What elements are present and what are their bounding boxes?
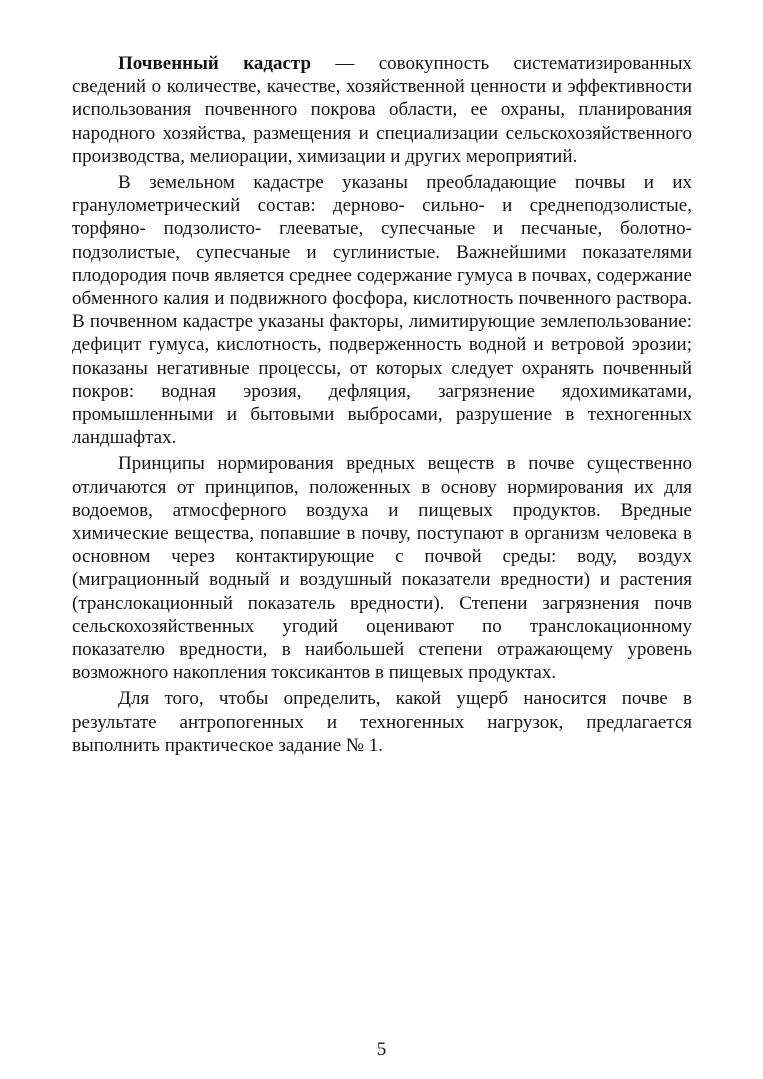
paragraph-cadastre-definition bbox=[72, 52, 692, 168]
paragraph-text: — совокупность систематизированных сведений о количестве, качестве, хозяйственной ценности и эффективности использования почвенного покрова области, ее охраны, планирования народного хозяйства, размещения и специализации сельскохозяйственного производства, мелиорации, химизации и других мероприятий. bbox=[72, 53, 692, 167]
term-pochvenny-kadastr: Почвенный кадастр bbox=[118, 53, 312, 74]
paragraph-land-cadastre: В земельном кадастре указаны преобладающие почвы и их гранулометрический состав: дерново- сильно- и среднеподзолистые, торфяно- подзолисто- глееватые, супесчаные и песчаные, болотно-подзолистые, супесчаные и суглинистые. Важнейшими показателями плодородия почв является среднее содержание гумуса в почвах, содержание обменного калия и подвижного фосфора, кислотность почвенного раствора. В почвенном кадастре указаны факторы, лимитирующие землепользование: дефицит гумуса, кислотность, подверженность водной и ветровой эрозии; показаны негативные процессы, от которых следует охранять почвенный покров: водная эрозия, дефляция, загрязнение ядохимикатами, промышленными и бытовыми выбросами, разрушение в техногенных ландшафтах. bbox=[72, 172, 692, 449]
paragraph-practical-task: Для того, чтобы определить, какой ущерб наносится почве в результате антропогенных и техногенных нагрузок, предлагается выполнить практическое задание № 1. bbox=[72, 688, 692, 756]
page-number: 5 bbox=[376, 1039, 387, 1060]
paragraph-norming-principles: Принципы нормирования вредных веществ в почве существенно отличаются от принципов, положенных в основу нормирования их для водоемов, атмосферного воздуха и пищевых продуктов. Вредные химические вещества, попавшие в почву, поступают в организм человека в основном через контактирующие с почвой среды: воду, воздух (миграционный водный и воздушный показатели вредности) и растения (транслокационный показатель вредности). Степени загрязнения почв сельскохозяйственных угодий оценивают по транслокационному показателю вредности, в наибольшей степени отражающему уровень возможного накопления токсикантов в пищевых продуктах. bbox=[72, 453, 692, 684]
page-body bbox=[72, 52, 692, 760]
